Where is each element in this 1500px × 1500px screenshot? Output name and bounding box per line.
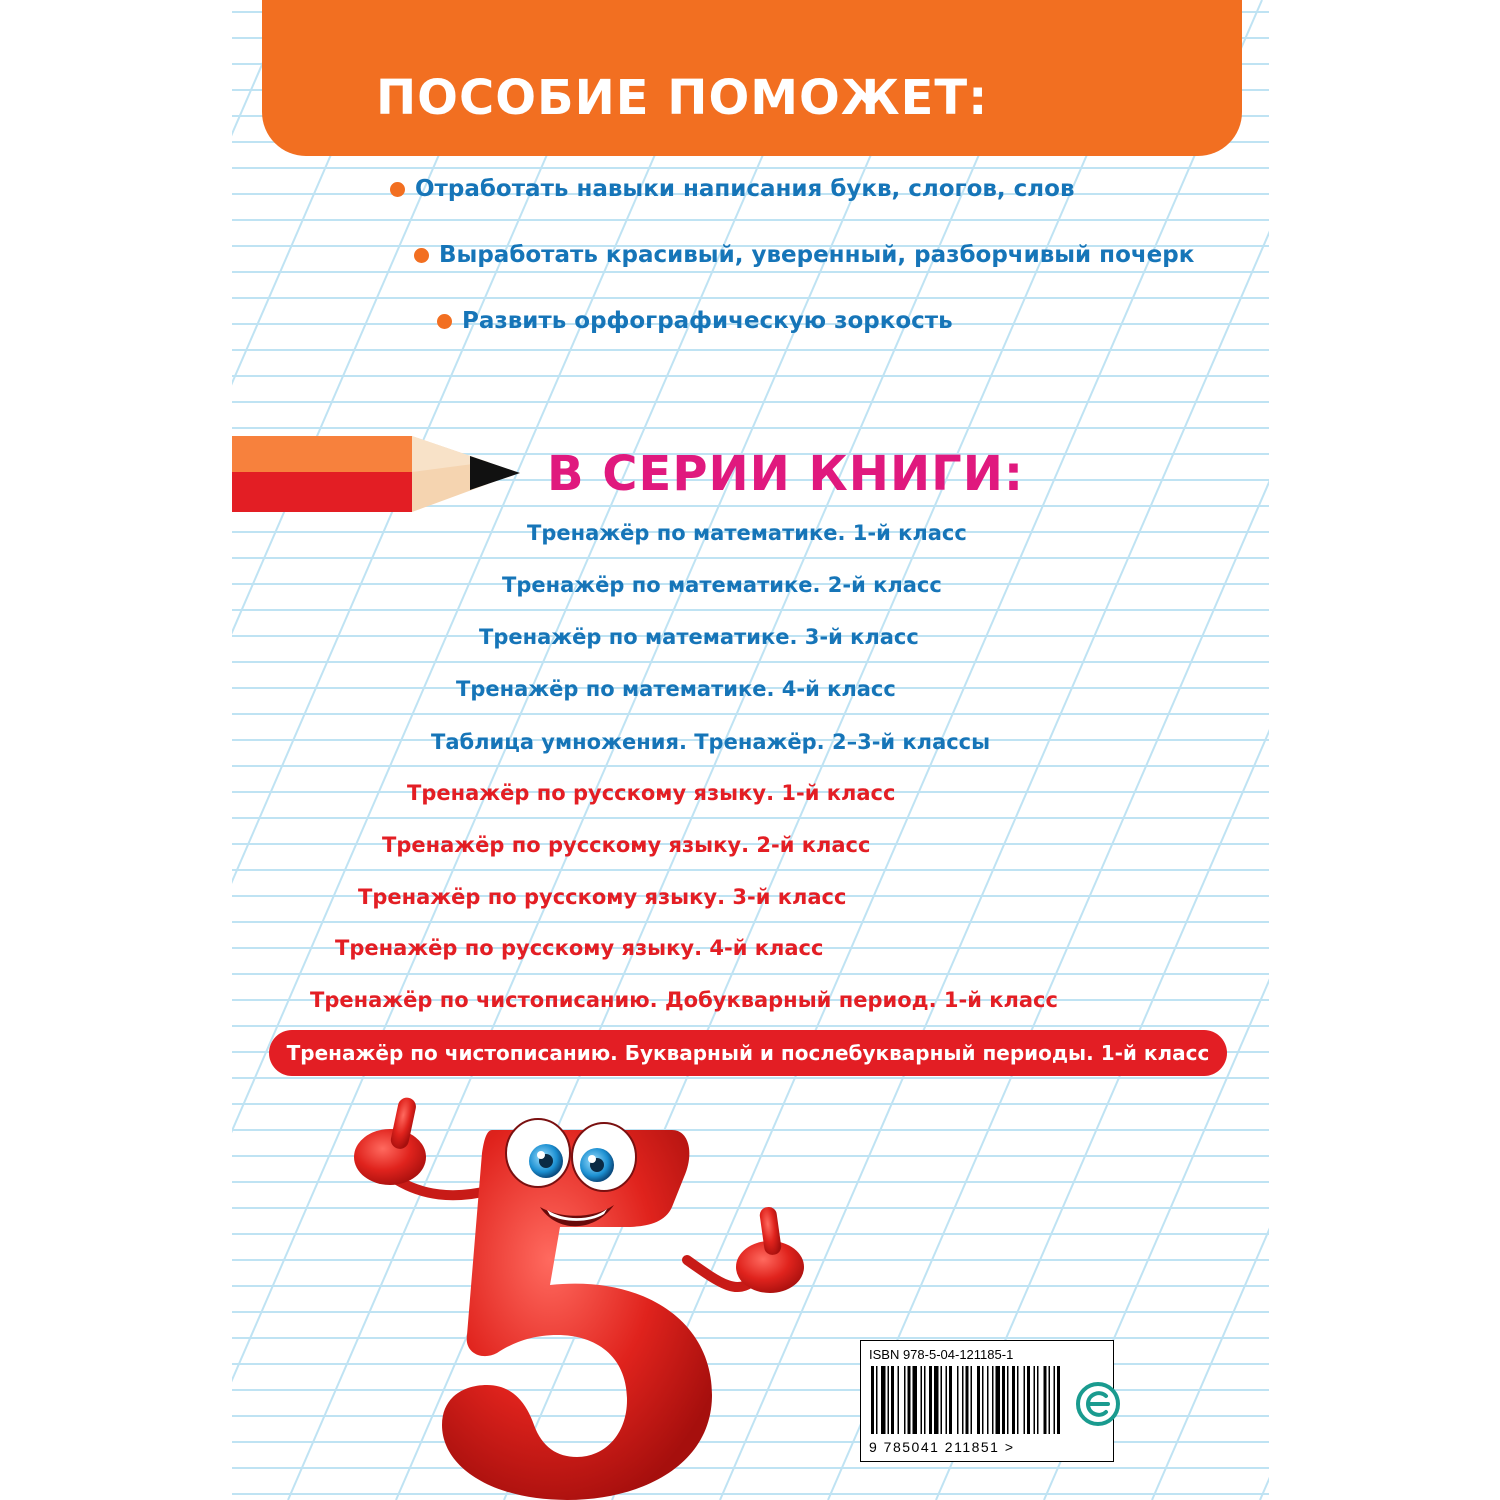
mascot-number-five [342, 1095, 822, 1500]
benefit-item [390, 176, 1075, 202]
series-title: В СЕРИИ КНИГИ: [547, 446, 1025, 502]
book-title: Тренажёр по математике. 1-й класс [527, 521, 967, 545]
benefit-item [437, 308, 953, 334]
book-title: Тренажёр по русскому языку. 2-й класс [382, 833, 871, 857]
pencil-icon [232, 432, 522, 514]
isbn-label: ISBN 978-5-04-121185-1 [869, 1347, 1014, 1362]
bullet-icon [390, 182, 405, 197]
book-title: Тренажёр по чистописанию. Добукварный период. 1-й класс [310, 988, 1058, 1012]
book-title: Таблица умножения. Тренажёр. 2–3-й классы [431, 730, 991, 754]
barcode [869, 1366, 1105, 1438]
book-title: Тренажёр по математике. 2-й класс [502, 573, 942, 597]
bullet-icon [437, 314, 452, 329]
benefit-item [414, 242, 1194, 268]
highlighted-book-banner [269, 1030, 1227, 1076]
barcode-digits: 9 785041 211851 > [869, 1439, 1015, 1455]
benefit-text: Выработать красивый, уверенный, разборчивый почерк [439, 242, 1195, 268]
book-title: Тренажёр по математике. 4-й класс [456, 677, 896, 701]
header-title: ПОСОБИЕ ПОМОЖЕТ: [376, 70, 989, 126]
publisher-logo-icon [1076, 1382, 1120, 1426]
benefit-text: Развить орфографическую зоркость [462, 308, 953, 334]
book-title: Тренажёр по русскому языку. 1-й класс [407, 781, 896, 805]
book-title: Тренажёр по русскому языку. 3-й класс [358, 885, 847, 909]
book-title: Тренажёр по русскому языку. 4-й класс [335, 936, 824, 960]
book-title: Тренажёр по математике. 3-й класс [479, 625, 919, 649]
bullet-icon [414, 248, 429, 263]
header-banner [262, 0, 1242, 156]
benefit-text: Отработать навыки написания букв, слогов, слов [415, 176, 1075, 202]
highlighted-book-title: Тренажёр по чистописанию. Букварный и послебукварный периоды. 1-й класс [286, 1041, 1210, 1065]
book-back-cover [232, 0, 1269, 1500]
